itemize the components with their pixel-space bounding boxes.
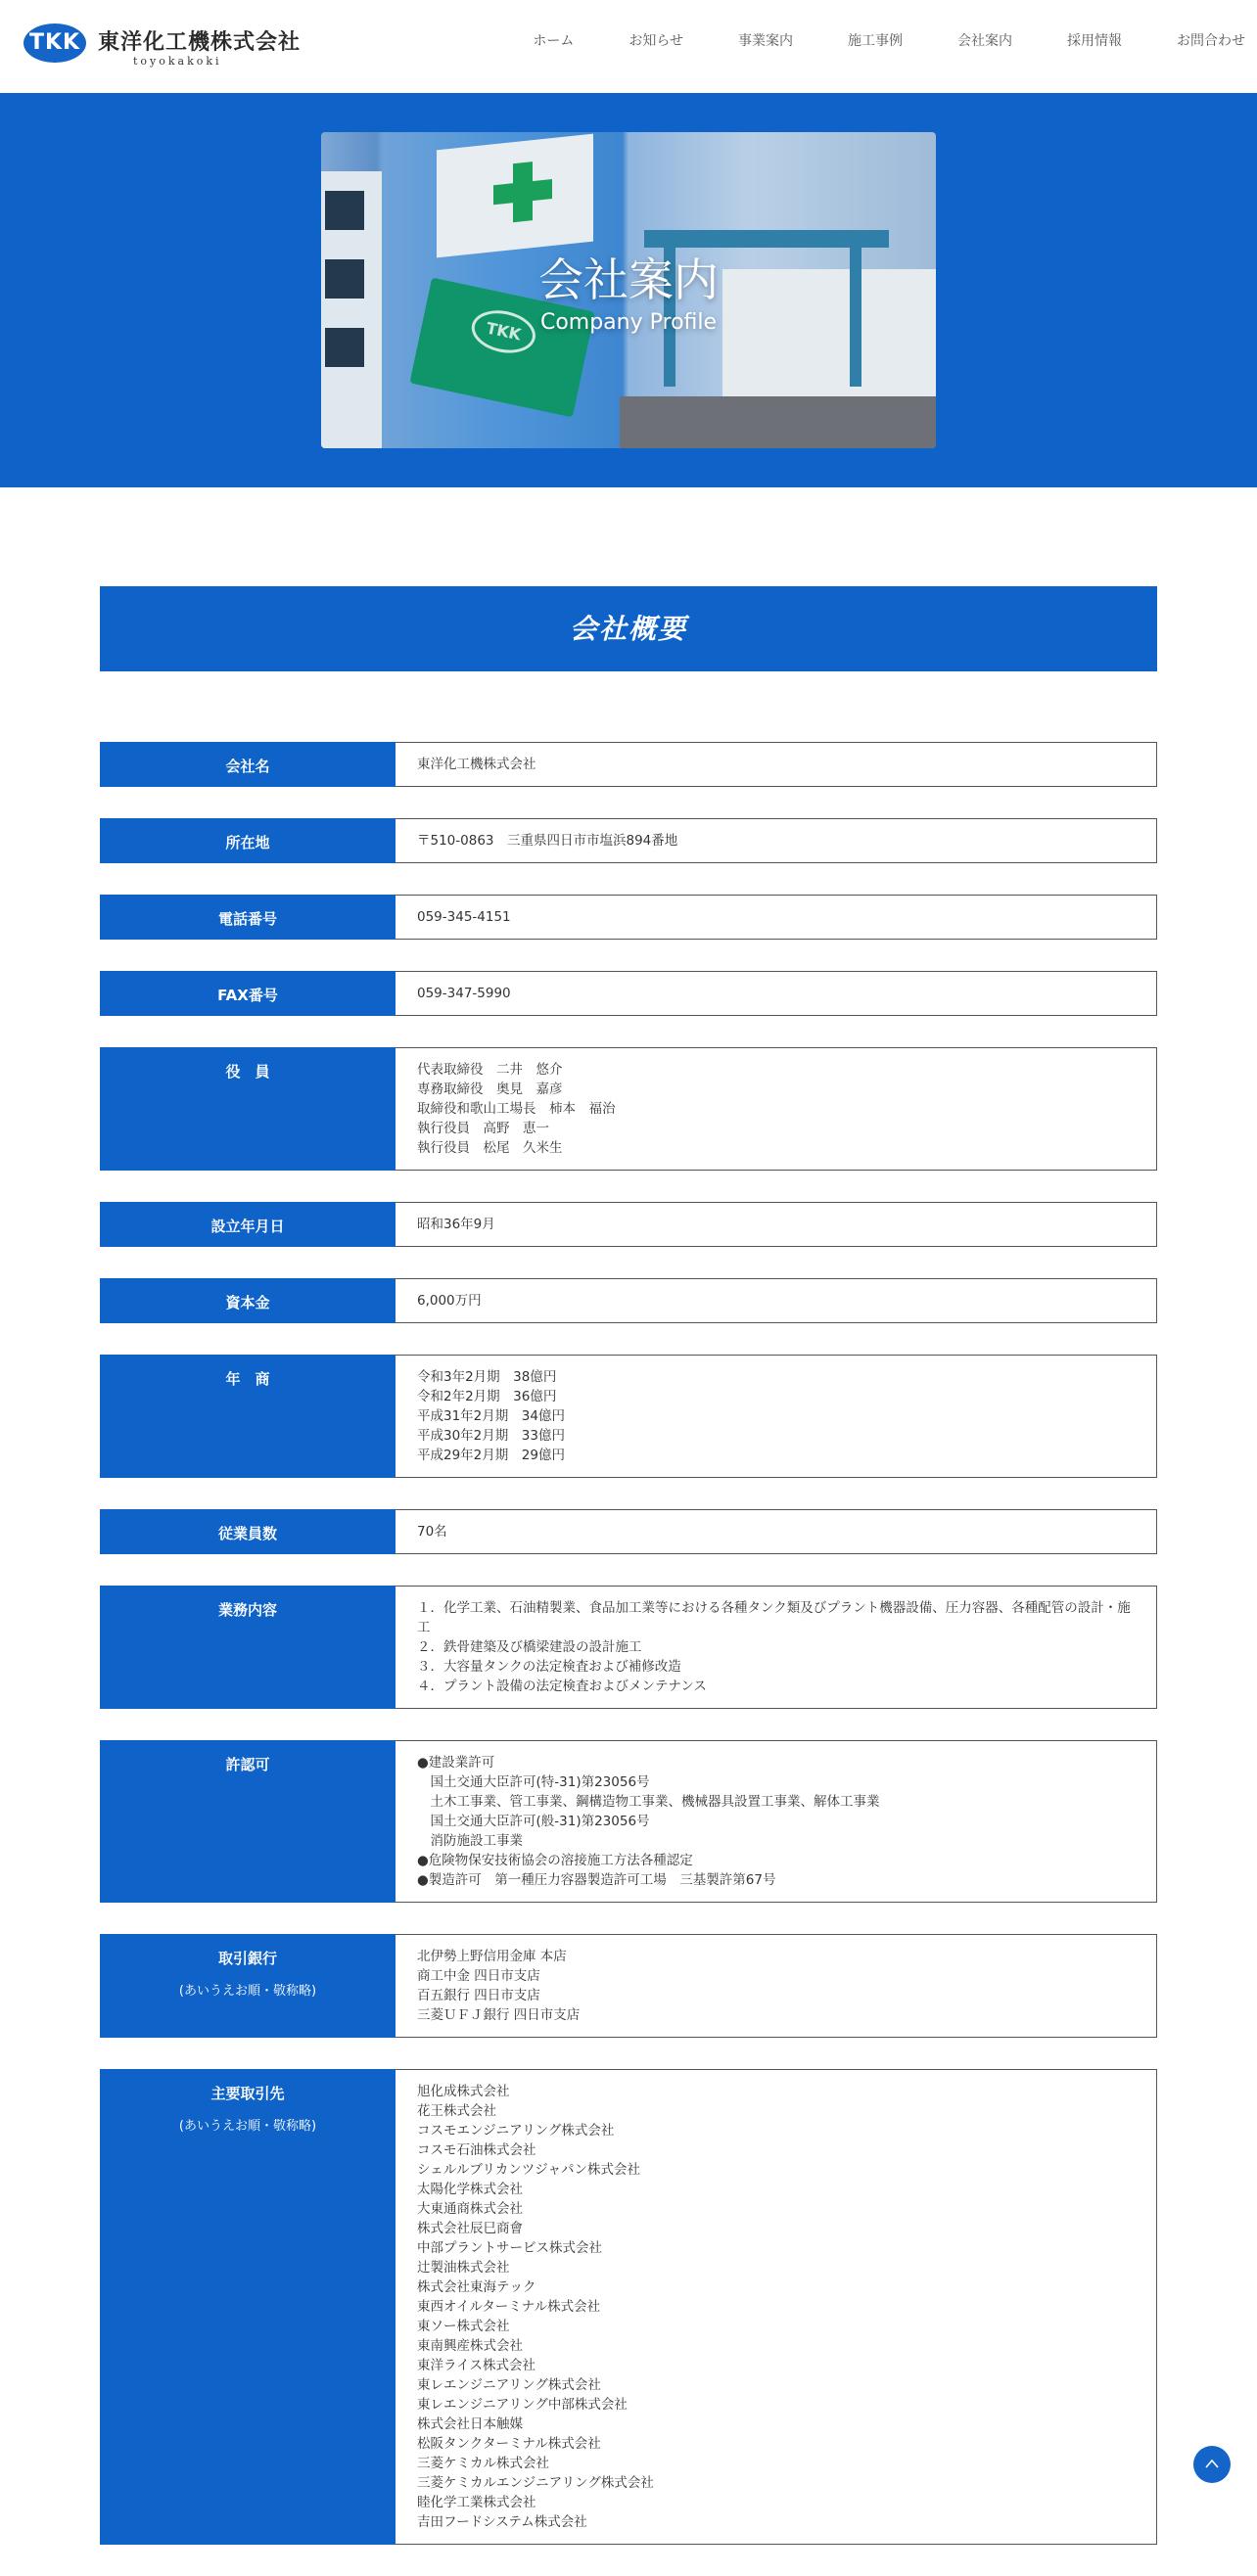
- profile-row: [100, 1509, 1157, 1554]
- profile-value-line: 平成30年2月期 33億円: [417, 1428, 565, 1444]
- profile-value-line: 百五銀行 四日市支店: [417, 1988, 540, 2003]
- profile-value-line: 辻製油株式会社: [417, 2260, 510, 2276]
- profile-value-line: 三菱ＵＦＪ銀行 四日市支店: [417, 2007, 581, 2023]
- profile-label: [100, 1355, 396, 1478]
- profile-value: [396, 1509, 1157, 1554]
- profile-label: [100, 895, 396, 940]
- profile-label-text: 設立年月日: [210, 1218, 285, 1235]
- site-logo[interactable]: [23, 22, 317, 70]
- profile-value: [396, 1278, 1157, 1323]
- profile-value-line: コスモエンジニアリング株式会社: [417, 2123, 615, 2139]
- profile-label-text: 業務内容: [217, 1601, 277, 1619]
- profile-value-line: ２．鉄骨建築及び橋梁建設の設計施工: [417, 1639, 642, 1655]
- profile-value-line: 執行役員 高野 恵一: [417, 1121, 549, 1136]
- profile-label-text: 電話番号: [217, 910, 277, 928]
- profile-value-line: 大東通商株式会社: [417, 2201, 523, 2217]
- photo-safety-flag: [437, 134, 593, 258]
- profile-value-line: 昭和36年9月: [417, 1217, 495, 1232]
- profile-label: [100, 818, 396, 863]
- profile-value-line: 059-347-5990: [417, 986, 511, 1001]
- logo-romaji: toyokakoki: [133, 55, 222, 68]
- profile-value-line: 商工中金 四日市支店: [417, 1968, 540, 1984]
- company-profile-table: [100, 742, 1157, 2576]
- profile-row: [100, 1586, 1157, 1709]
- profile-value-line: 旭化成株式会社: [417, 2084, 510, 2099]
- profile-value-line: ３．大容量タンクの法定検査および補修改造: [417, 1659, 681, 1675]
- profile-row: [100, 895, 1157, 940]
- nav-contact[interactable]: お問合わせ: [1177, 33, 1245, 49]
- profile-value-line: 東西オイルターミナル株式会社: [417, 2299, 601, 2315]
- profile-value-line: ●建設業許可: [417, 1755, 495, 1771]
- profile-label-text: 取引銀行: [217, 1950, 277, 1967]
- nav-works[interactable]: 施工事例: [848, 33, 903, 49]
- profile-value-line: 取締役和歌山工場長 柿本 福治: [417, 1101, 616, 1117]
- profile-value: [396, 1355, 1157, 1478]
- profile-label-text: 主要取引先: [210, 2085, 285, 2102]
- profile-label: [100, 1047, 396, 1171]
- profile-label-text: 資本金: [225, 1294, 270, 1311]
- profile-row: [100, 1934, 1157, 2038]
- page-subtitle: Company Profile: [539, 310, 718, 335]
- profile-value-line: 専務取締役 奥見 嘉彦: [417, 1081, 563, 1097]
- profile-label-text: 年 商: [225, 1370, 270, 1388]
- profile-label-text: 役 員: [225, 1063, 270, 1081]
- profile-label-text: 従業員数: [217, 1525, 277, 1542]
- profile-value: [396, 1934, 1157, 2038]
- profile-value-line: 太陽化学株式会社: [417, 2182, 523, 2197]
- profile-value: [396, 742, 1157, 787]
- logo-mark: TKK: [23, 23, 86, 63]
- profile-value-line: 6,000万円: [417, 1293, 482, 1309]
- profile-value-line: 株式会社東海テック: [417, 2279, 536, 2295]
- profile-value-line: 株式会社辰巳商會: [417, 2221, 523, 2236]
- profile-row: [100, 1278, 1157, 1323]
- profile-value-line: 東レエンジニアリング中部株式会社: [417, 2397, 628, 2413]
- profile-value-line: 三菱ケミカルエンジニアリング株式会社: [417, 2475, 654, 2491]
- nav-business[interactable]: 事業案内: [738, 33, 793, 49]
- nav-recruit[interactable]: 採用情報: [1067, 33, 1122, 49]
- profile-row: [100, 1740, 1157, 1903]
- profile-value: [396, 895, 1157, 940]
- profile-value-line: 東ソー株式会社: [417, 2319, 510, 2334]
- profile-value-line: 059-345-4151: [417, 909, 511, 925]
- nav-news[interactable]: お知らせ: [628, 33, 683, 49]
- back-to-top-button[interactable]: [1193, 2446, 1231, 2483]
- profile-label-note: (あいうえお順・敬称略): [178, 2119, 317, 2134]
- profile-value: [396, 971, 1157, 1016]
- profile-label-text: FAX番号: [217, 987, 278, 1004]
- profile-value-line: 代表取締役 二井 悠介: [417, 1062, 563, 1078]
- profile-value-line: 執行役員 松尾 久米生: [417, 1140, 563, 1156]
- profile-value: [396, 2069, 1157, 2545]
- profile-value-line: 消防施設工事業: [417, 1833, 523, 1849]
- profile-value-line: 中部プラントサービス株式会社: [417, 2240, 602, 2256]
- profile-value: [396, 1586, 1157, 1709]
- profile-row: [100, 742, 1157, 787]
- profile-value-line: 〒510-0863 三重県四日市市塩浜894番地: [417, 833, 678, 849]
- profile-value-line: 吉田フードシステム株式会社: [417, 2514, 587, 2530]
- profile-label: [100, 1278, 396, 1323]
- profile-label-text: 所在地: [225, 834, 270, 851]
- profile-value-line: シェルルブリカンツジャパン株式会社: [417, 2162, 640, 2178]
- profile-value-line: 平成31年2月期 34億円: [417, 1408, 565, 1424]
- profile-row: [100, 2069, 1157, 2545]
- profile-value-line: 北伊勢上野信用金庫 本店: [417, 1949, 567, 1964]
- profile-value-line: 70名: [417, 1524, 447, 1540]
- profile-value-line: 三菱ケミカル株式会社: [417, 2456, 549, 2471]
- profile-label-note: (あいうえお順・敬称略): [178, 1984, 317, 1999]
- hero-banner: [0, 93, 1257, 487]
- profile-label: [100, 1202, 396, 1247]
- profile-label: [100, 971, 396, 1016]
- profile-label: [100, 1934, 396, 2038]
- profile-label: [100, 1586, 396, 1709]
- profile-value-line: １．化学工業、石油精製業、食品加工業等における各種タンク類及びプラント機器設備、圧力容器、各種配管の設計・施工: [417, 1600, 1131, 1635]
- chevron-up-icon: [1204, 2458, 1220, 2469]
- profile-value-line: 国土交通大臣許可(特-31)第23056号: [417, 1774, 650, 1790]
- profile-value-line: 東南興産株式会社: [417, 2338, 523, 2354]
- profile-label: [100, 1509, 396, 1554]
- profile-value-line: ４．プラント設備の法定検査およびメンテナンス: [417, 1679, 707, 1694]
- profile-label: [100, 2069, 396, 2545]
- profile-value-line: ●製造許可 第一種圧力容器製造許可工場 三基製許第67号: [417, 1872, 776, 1888]
- profile-value-line: 令和2年2月期 36億円: [417, 1389, 557, 1404]
- global-nav: [533, 30, 1245, 50]
- profile-value-line: ●危険物保安技術協会の溶接施工方法各種認定: [417, 1853, 693, 1868]
- photo-ground: [620, 396, 936, 448]
- profile-value-line: 平成29年2月期 29億円: [417, 1448, 565, 1463]
- profile-label-text: 許認可: [225, 1756, 270, 1773]
- profile-label-text: 会社名: [225, 758, 270, 775]
- profile-value-line: 東洋ライス株式会社: [417, 2358, 535, 2373]
- page-title: 会社案内: [538, 253, 719, 306]
- profile-label: [100, 1740, 396, 1903]
- profile-value-line: 東レエンジニアリング株式会社: [417, 2377, 601, 2393]
- site-header: [0, 0, 1257, 93]
- profile-value-line: 花王株式会社: [417, 2103, 496, 2119]
- profile-value-line: 松阪タンクターミナル株式会社: [417, 2436, 601, 2452]
- profile-value: [396, 1740, 1157, 1903]
- profile-row: [100, 1355, 1157, 1478]
- photo-flag-logo: TKK: [468, 305, 539, 359]
- profile-value-line: 東洋化工機株式会社: [417, 757, 536, 772]
- profile-value: [396, 1047, 1157, 1171]
- profile-value-line: 土木工事業、管工事業、鋼構造物工事業、機械器具設置工事業、解体工事業: [417, 1794, 880, 1810]
- profile-row: [100, 1047, 1157, 1171]
- profile-value: [396, 1202, 1157, 1247]
- profile-row: [100, 1202, 1157, 1247]
- nav-home[interactable]: ホーム: [533, 33, 575, 49]
- nav-company[interactable]: 会社案内: [957, 33, 1012, 49]
- section-title: 会社概要: [100, 586, 1157, 671]
- profile-label: [100, 742, 396, 787]
- profile-value-line: 国土交通大臣許可(般-31)第23056号: [417, 1814, 650, 1829]
- profile-row: [100, 818, 1157, 863]
- profile-value-line: コスモ石油株式会社: [417, 2142, 536, 2158]
- profile-value-line: 株式会社日本触媒: [417, 2416, 523, 2432]
- profile-value-line: 令和3年2月期 38億円: [417, 1369, 557, 1385]
- profile-value-line: 睦化学工業株式会社: [417, 2495, 536, 2510]
- profile-value: [396, 818, 1157, 863]
- logo-company-name: 東洋化工機株式会社: [98, 30, 302, 55]
- profile-row: [100, 971, 1157, 1016]
